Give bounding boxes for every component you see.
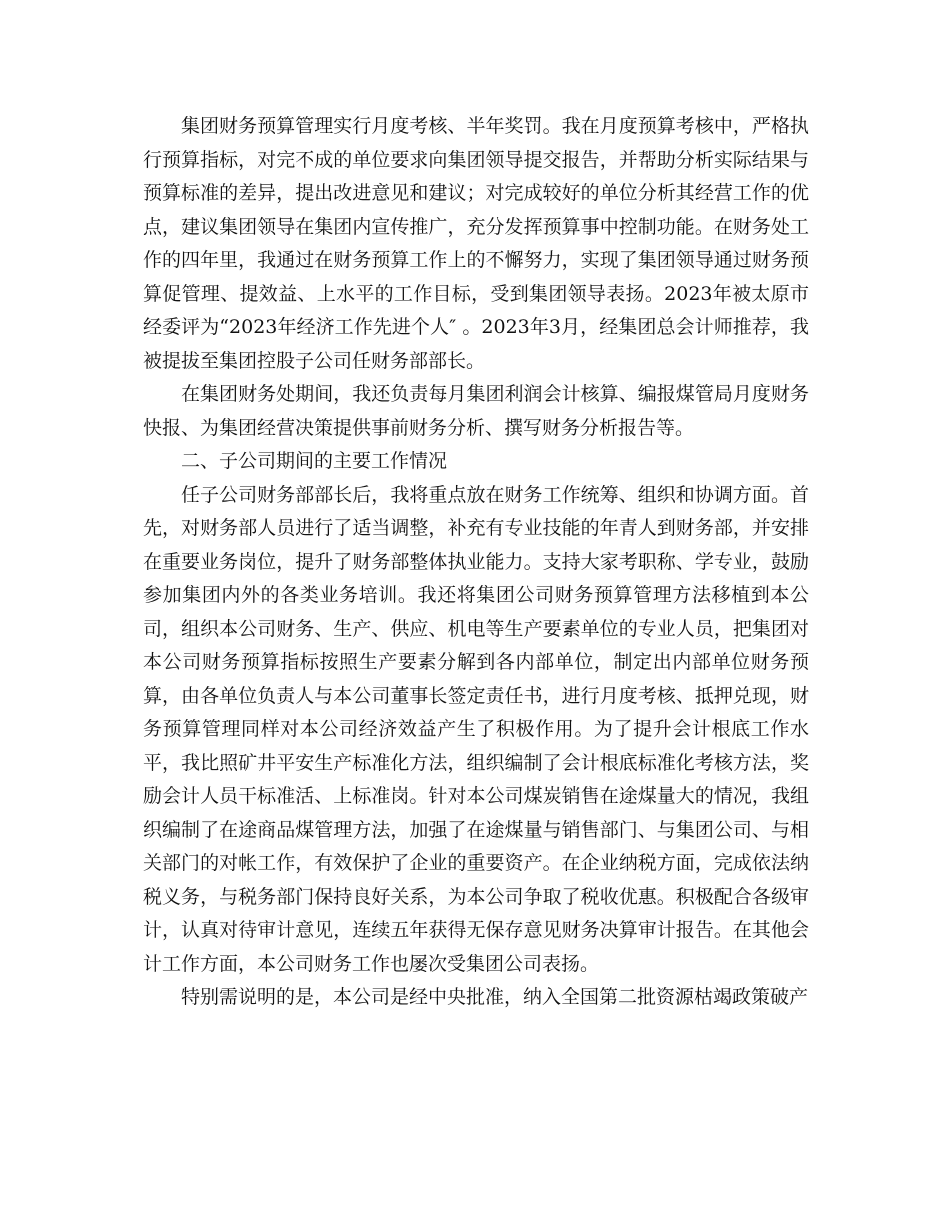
paragraph-subsidiary-work: 任子公司财务部部长后，我将重点放在财务工作统筹、组织和协调方面。首先，对财务部人员进行了适当调整，补充有专业技能的年青人到财务部，并安排在重要业务岗位，提升了财务部整体执业能力。支持大家考职称、学专业，鼓励参加集团内外的各类业务培训。我还将集团公司财务预算管理方法移植到本公司，组织本公司财务、生产、供应、机电等生产要素单位的专业人员，把集团对本公司财务预算指标按照生产要素分解到各内部单位，制定出内部单位财务预算，由各单位负责人与本公司董事长签定责任书，进行月度考核、抵押兑现，财务预算管理同样对本公司经济效益产生了积极作用。为了提升会计根底工作水平，我比照矿井平安生产标准化方法，组织编制了会计根底标准化考核方法，奖励会计人员干标准活、上标准岗。针对本公司煤炭销售在途煤量大的情况，我组织编制了在途商品煤管理方法，加强了在途煤量与销售部门、与集团公司、与相关部门的对帐工作，有效保护了企业的重要资产。在企业纳税方面，完成依法纳税义务，与税务部门保持良好关系，为本公司争取了税收优惠。积极配合各级审计，认真对待审计意见，连续五年获得无保存意见财务决算审计报告。在其他会计工作方面，本公司财务工作也屡次受集团公司表扬。 bbox=[143, 483, 809, 975]
paragraph-finance-office-duties: 在集团财务处期间，我还负责每月集团利润会计核算、编报煤管局月度财务快报、为集团经营决策提供事前财务分析、撰写财务分析报告等。 bbox=[143, 383, 809, 439]
section-heading-subsidiary: 二、子公司期间的主要工作情况 bbox=[181, 450, 448, 472]
paragraph-special-note: 特别需说明的是，本公司是经中央批准，纳入全国第二批资源枯竭政策破产 bbox=[181, 986, 809, 1008]
document-body bbox=[143, 110, 809, 1015]
paragraph-budget-assessment: 集团财务预算管理实行月度考核、半年奖罚。我在月度预算考核中，严格执行预算指标，对完不成的单位要求向集团领导提交报告，并帮助分析实际结果与预算标准的差异，提出改进意见和建议；对完成较好的单位分析其经营工作的优点，建议集团领导在集团内宣传推广，充分发挥预算事中控制功能。在财务处工作的四年里，我通过在财务预算工作上的不懈努力，实现了集团领导通过财务预算促管理、提效益、上水平的工作目标，受到集团领导表扬。2023年被太原市经委评为“2023年经济工作先进个人″ 。2023年3月，经集团总会计师推荐，我被提拔至集团控股子公司任财务部部长。 bbox=[143, 115, 809, 372]
